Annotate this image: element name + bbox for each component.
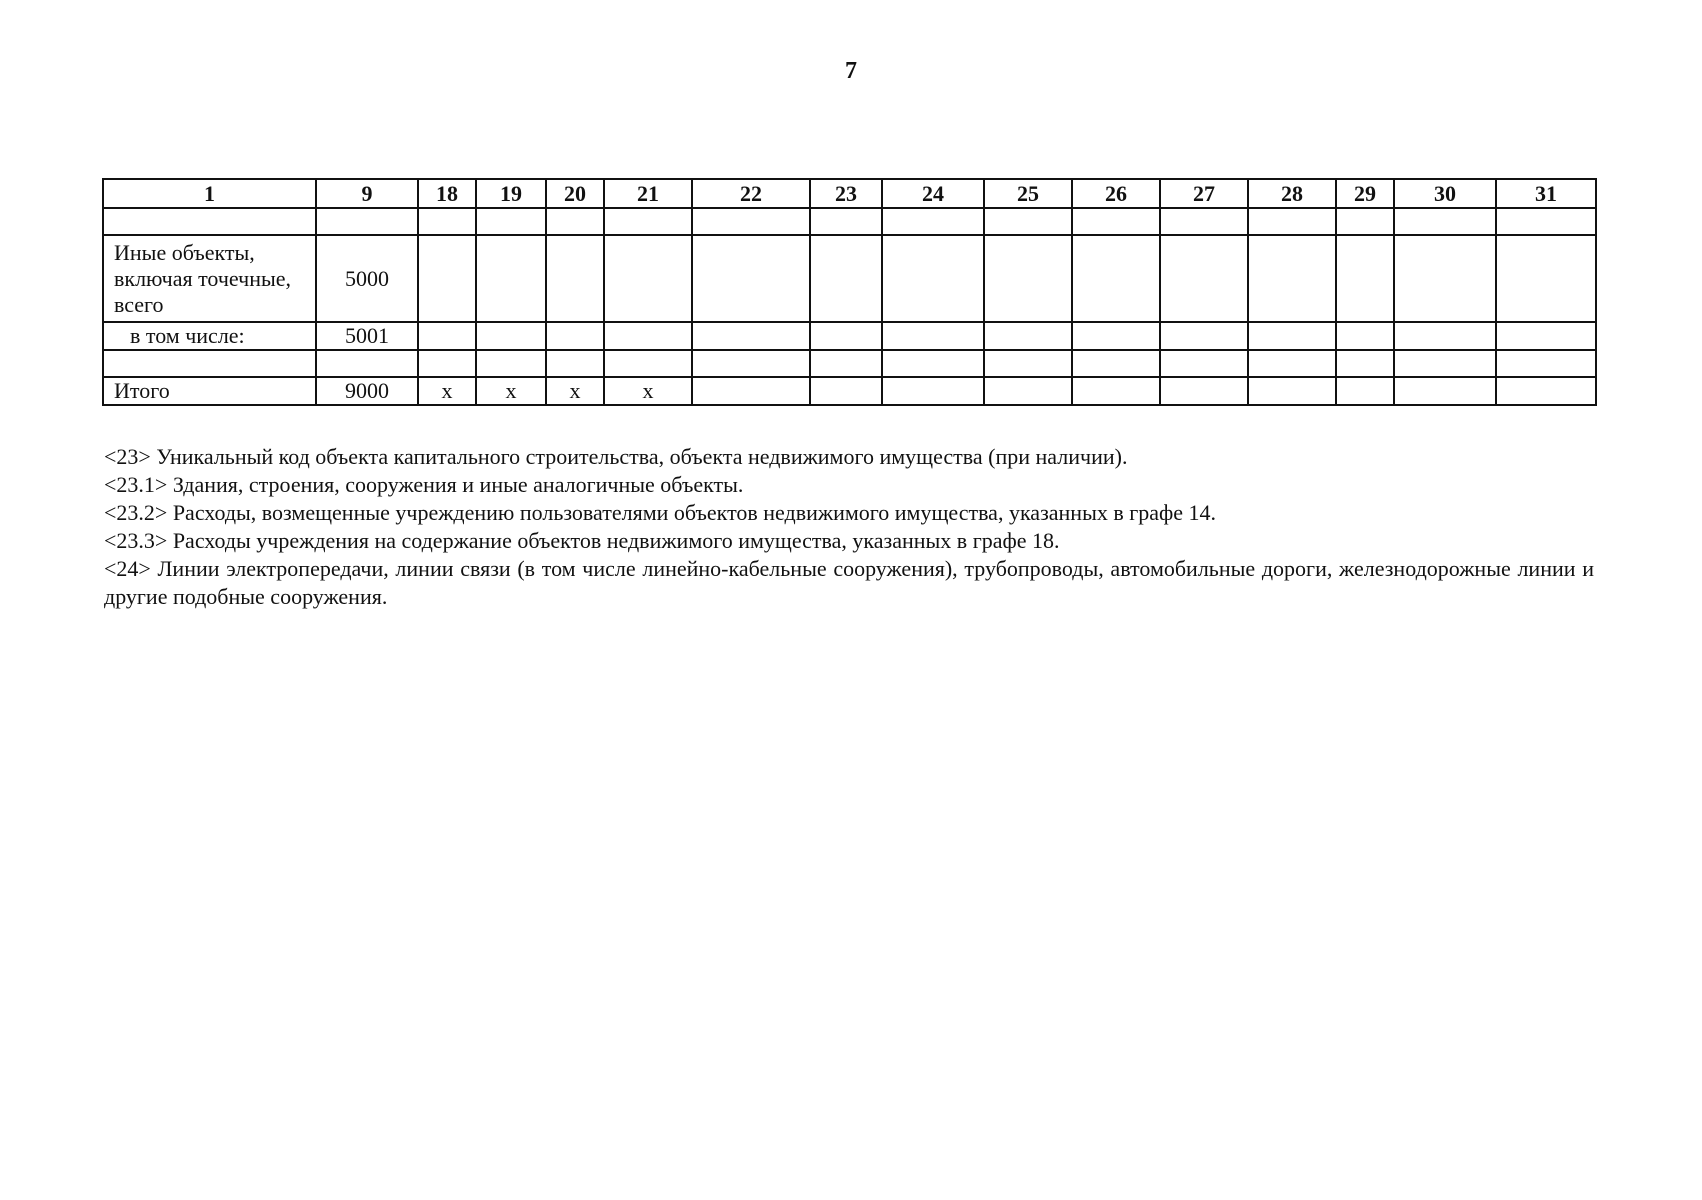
table-cell (1072, 208, 1160, 235)
column-header: 23 (810, 179, 882, 208)
column-header: 21 (604, 179, 692, 208)
table-header-row (103, 179, 1596, 208)
table-cell (1394, 322, 1496, 350)
table-cell (418, 208, 476, 235)
table-cell (1160, 208, 1248, 235)
table-cell (1160, 235, 1248, 322)
row-code (316, 208, 418, 235)
table-cell (810, 322, 882, 350)
table-cell (810, 350, 882, 377)
table-cell: х (546, 377, 604, 405)
footnote: <23.2> Расходы, возмещенные учреждению пользователями объектов недвижимого имущества, указанных в графе 14. (104, 500, 1217, 525)
table-cell (476, 322, 546, 350)
table-cell (1496, 208, 1596, 235)
table-row (103, 208, 1596, 235)
table-cell (604, 322, 692, 350)
table-cell (1248, 235, 1336, 322)
table-cell (1072, 350, 1160, 377)
table-cell (546, 322, 604, 350)
column-header: 30 (1394, 179, 1496, 208)
table-cell (882, 322, 984, 350)
table-cell (604, 208, 692, 235)
table-cell (692, 350, 810, 377)
table-cell (1248, 322, 1336, 350)
table-cell (1072, 377, 1160, 405)
table-cell (1496, 235, 1596, 322)
table-cell (1248, 377, 1336, 405)
table-cell (692, 235, 810, 322)
table-cell (1160, 377, 1248, 405)
table-cell (1496, 350, 1596, 377)
column-header: 9 (316, 179, 418, 208)
table-cell (1160, 322, 1248, 350)
table-cell (692, 322, 810, 350)
table-cell (692, 377, 810, 405)
table-cell (546, 235, 604, 322)
column-header: 1 (103, 179, 316, 208)
table-cell (476, 350, 546, 377)
footnote: <23.1> Здания, строения, сооружения и иные аналогичные объекты. (104, 472, 744, 497)
table-cell (546, 350, 604, 377)
table-cell (1394, 377, 1496, 405)
row-code (316, 350, 418, 377)
row-code: 5000 (316, 235, 418, 322)
table-cell (882, 350, 984, 377)
table-cell (418, 235, 476, 322)
column-header: 29 (1336, 179, 1394, 208)
table-cell (418, 322, 476, 350)
row-label: Итого (103, 377, 316, 405)
table-cell (604, 350, 692, 377)
table-cell (1248, 208, 1336, 235)
table-cell (882, 377, 984, 405)
table-row (103, 235, 1596, 322)
table-cell (1248, 350, 1336, 377)
table-cell: х (604, 377, 692, 405)
table-cell (1336, 322, 1394, 350)
table-cell (984, 377, 1072, 405)
table-row (103, 377, 1596, 405)
column-header: 31 (1496, 179, 1596, 208)
column-header: 18 (418, 179, 476, 208)
table-cell (692, 208, 810, 235)
table-cell (1496, 377, 1596, 405)
column-header: 26 (1072, 179, 1160, 208)
column-header: 22 (692, 179, 810, 208)
table-cell (1394, 235, 1496, 322)
footnote: <23> Уникальный код объекта капитального строительства, объекта недвижимого имущества (при наличии). (104, 444, 1128, 469)
table-row (103, 350, 1596, 377)
column-header: 25 (984, 179, 1072, 208)
table-cell (1336, 377, 1394, 405)
row-label (103, 350, 316, 377)
table-cell (1072, 235, 1160, 322)
table-cell (546, 208, 604, 235)
row-code: 9000 (316, 377, 418, 405)
column-header: 19 (476, 179, 546, 208)
table-cell (418, 350, 476, 377)
table-cell (1336, 208, 1394, 235)
table-cell (1336, 350, 1394, 377)
table-cell (984, 350, 1072, 377)
column-header: 27 (1160, 179, 1248, 208)
table-cell (1336, 235, 1394, 322)
table-cell (1394, 208, 1496, 235)
table-cell (810, 235, 882, 322)
table-cell (476, 235, 546, 322)
table-cell: х (476, 377, 546, 405)
table-cell (476, 208, 546, 235)
page-number: 7 (845, 58, 857, 84)
table-cell (810, 208, 882, 235)
table-cell (1072, 322, 1160, 350)
table-cell (882, 208, 984, 235)
table-cell (1496, 322, 1596, 350)
footnotes (104, 443, 1594, 611)
row-label (103, 208, 316, 235)
data-table (102, 178, 1597, 406)
table-cell (1160, 350, 1248, 377)
table-cell (984, 208, 1072, 235)
footnote: <24> Линии электропередачи, линии связи (в том числе линейно-кабельные сооружения), трубопроводы, автомобильные дороги, железнодорожные линии и другие подобные сооружения. (104, 556, 1594, 609)
table-cell (984, 322, 1072, 350)
row-label: Иные объекты, включая точечные, всего (103, 235, 316, 322)
column-header: 28 (1248, 179, 1336, 208)
table-cell (604, 235, 692, 322)
table-cell (984, 235, 1072, 322)
row-label: в том числе: (103, 322, 316, 350)
table-cell: х (418, 377, 476, 405)
footnote: <23.3> Расходы учреждения на содержание объектов недвижимого имущества, указанных в графе 18. (104, 528, 1060, 553)
table-cell (1394, 350, 1496, 377)
row-code: 5001 (316, 322, 418, 350)
table-row (103, 322, 1596, 350)
table-cell (882, 235, 984, 322)
column-header: 24 (882, 179, 984, 208)
column-header: 20 (546, 179, 604, 208)
table-cell (810, 377, 882, 405)
